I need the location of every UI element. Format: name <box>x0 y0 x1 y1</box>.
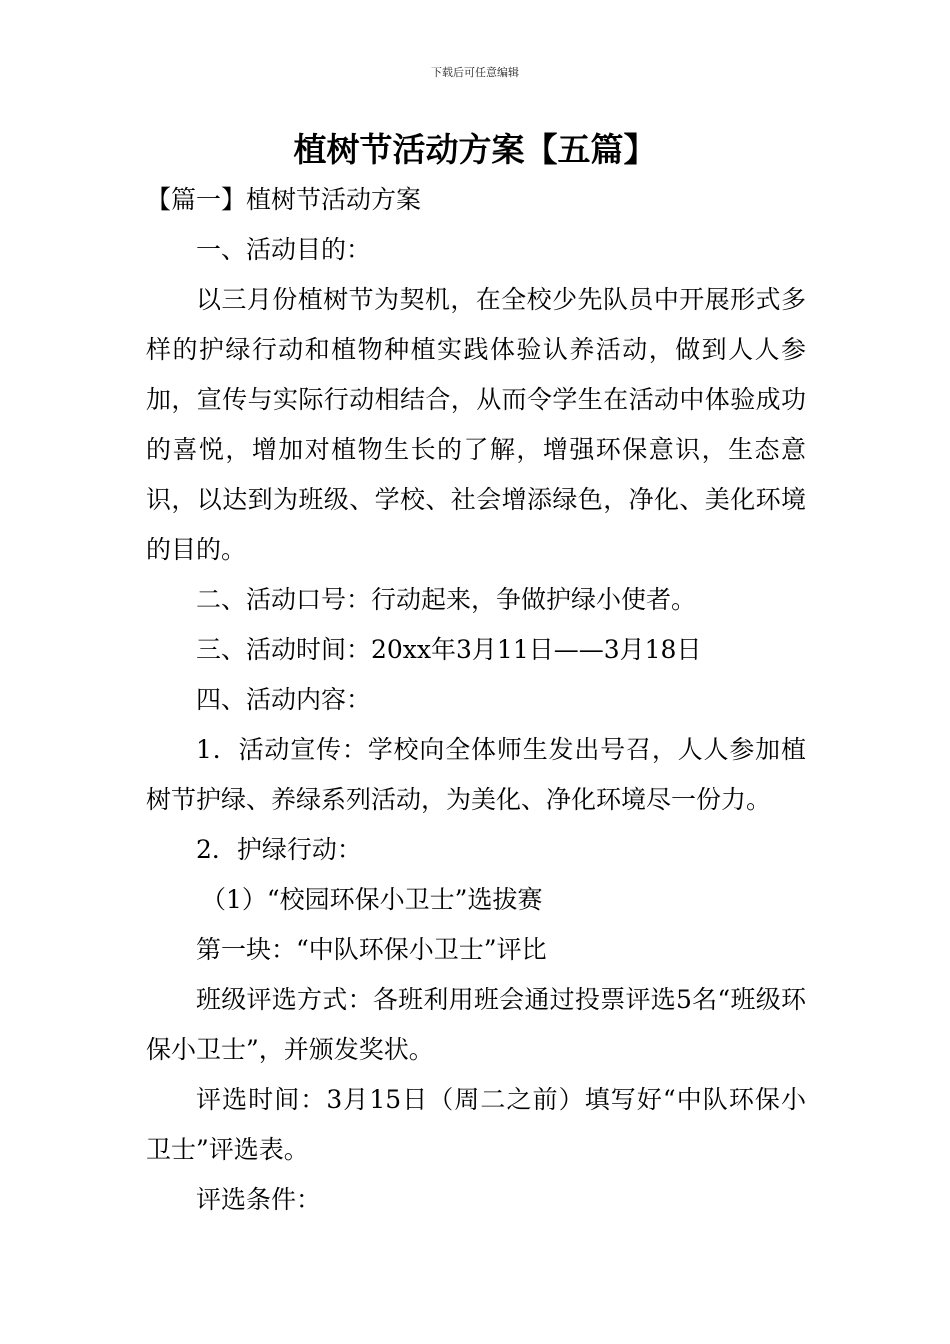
paragraph: 1．活动宣传：学校向全体师生发出号召，人人参加植树节护绿、养绿系列活动，为美化、净化环境尽一份力。 <box>146 735 806 814</box>
paragraph: 一、活动目的： <box>196 235 372 264</box>
paragraph: 评选时间：3月15日（周二之前）填写好“中队环保小卫士”评选表。 <box>146 1085 806 1164</box>
paragraph: 2．护绿行动： <box>196 835 362 864</box>
document-body <box>146 175 806 1225</box>
paragraph: 二、活动口号：行动起来，争做护绿小使者。 <box>196 585 697 614</box>
document-title: 植树节活动方案【五篇】 <box>293 130 657 169</box>
paragraph: 三、活动时间：20xx年3月11日——3月18日 <box>196 635 702 664</box>
paragraph: 四、活动内容： <box>196 685 372 714</box>
paragraph: 班级评选方式：各班利用班会通过投票评选5名“班级环保小卫士”，并颁发奖状。 <box>146 985 806 1064</box>
section-heading: 【篇一】植树节活动方案 <box>146 185 422 214</box>
paragraph: 第一块：“中队环保小卫士”评比 <box>196 935 547 964</box>
paragraph: （1）“校园环保小卫士”选拔赛 <box>201 885 543 914</box>
header-note: 下载后可任意编辑 <box>431 66 519 79</box>
paragraph: 以三月份植树节为契机，在全校少先队员中开展形式多样的护绿行动和植物种植实践体验认养活动，做到人人参加，宣传与实际行动相结合，从而令学生在活动中体验成功的喜悦，增加对植物生长的了解，增强环保意识，生态意识，以达到为班级、学校、社会增添绿色，净化、美化环境的目的。 <box>146 285 806 564</box>
paragraph: 评选条件： <box>196 1185 322 1214</box>
